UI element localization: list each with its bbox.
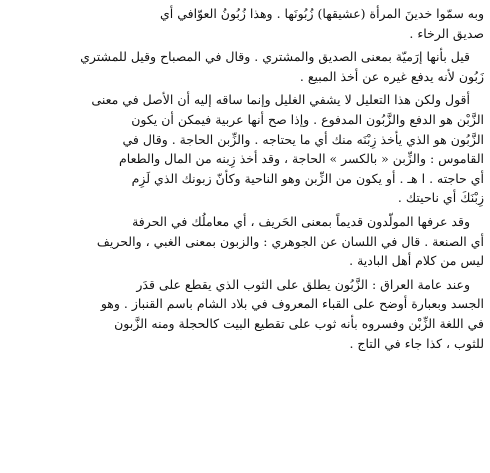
text-line: قيل بأنها إرَميّة بمعنى الصديق والمشتري . وقال في المصباح وقيل للمشتري — [80, 49, 470, 65]
text-line: صديق الرخاء . — [409, 25, 484, 41]
text-line: في اللغة الزِّبْن وفسروه بأنه ثوب على تقطيع البيت كالحجلة ومنه الزَّبون — [114, 315, 484, 331]
text-line: القاموس : والزِّبن « بالكسر » الحاجة ، وقد أخذ زِبنه من المال والطعام — [119, 151, 484, 167]
text-line: الجسد وبعبارة أوضح على القباء المعروف في بلاد الشام باسم القنباز . وهو — [100, 296, 484, 312]
text-line: أي الصنعة . قال في اللسان عن الجوهري : والزبون بمعنى الغبي ، والحريف — [96, 233, 484, 249]
text-line: وبه سمّوا خدينَ المرأة (عشيقها) زُبُونَها . وهذا زُبُونُ العوّافي أي — [159, 6, 484, 21]
text-line: زِبْنَكَ أي ناحيتك . — [397, 190, 484, 206]
paragraph-3 — [4, 90, 484, 208]
text-line: أي حاجته . ا هـ . أو يكون من الزِّبن وهو الناحية وكأنّ زبونك الذي لَزِم — [131, 170, 484, 186]
text-line: أقول ولكن هذا التعليل لا يشفي الغليل وإنما ساقه إليه أن الأصل في معنى — [91, 92, 470, 108]
text-line: وعند عامة العراق : الزَّبُون يطلق على الثوب الذي يقطع على قدَر — [136, 276, 470, 292]
text-line: وقد عرفها المولّدون قديماً بمعنى الحَريف ، أي معاملُك في الحرفة — [132, 213, 470, 229]
text-line: للثوب ، كذا جاء في التاج . — [349, 335, 484, 351]
text-line: الزَّبُون هو الذي يأخذ زِبْنَه منك أي ما يحتاجه . والزِّبن الحاجة . وقال في — [122, 131, 484, 147]
paragraph-4 — [4, 212, 484, 271]
document-page — [4, 4, 484, 469]
text-line: زَبُون لأنه يدفع غيره عن أخذ المبيع . — [299, 68, 484, 84]
text-line: الزَّبْن هو الدفع والزَّبُون المدفوع . وإذا صح أنها عربية فيمكن أن يكون — [131, 111, 484, 127]
paragraph-2 — [4, 47, 484, 86]
paragraph-1 — [4, 4, 484, 43]
paragraph-5 — [4, 275, 484, 353]
text-line: ليس من كلام أهل البادية . — [349, 253, 484, 269]
